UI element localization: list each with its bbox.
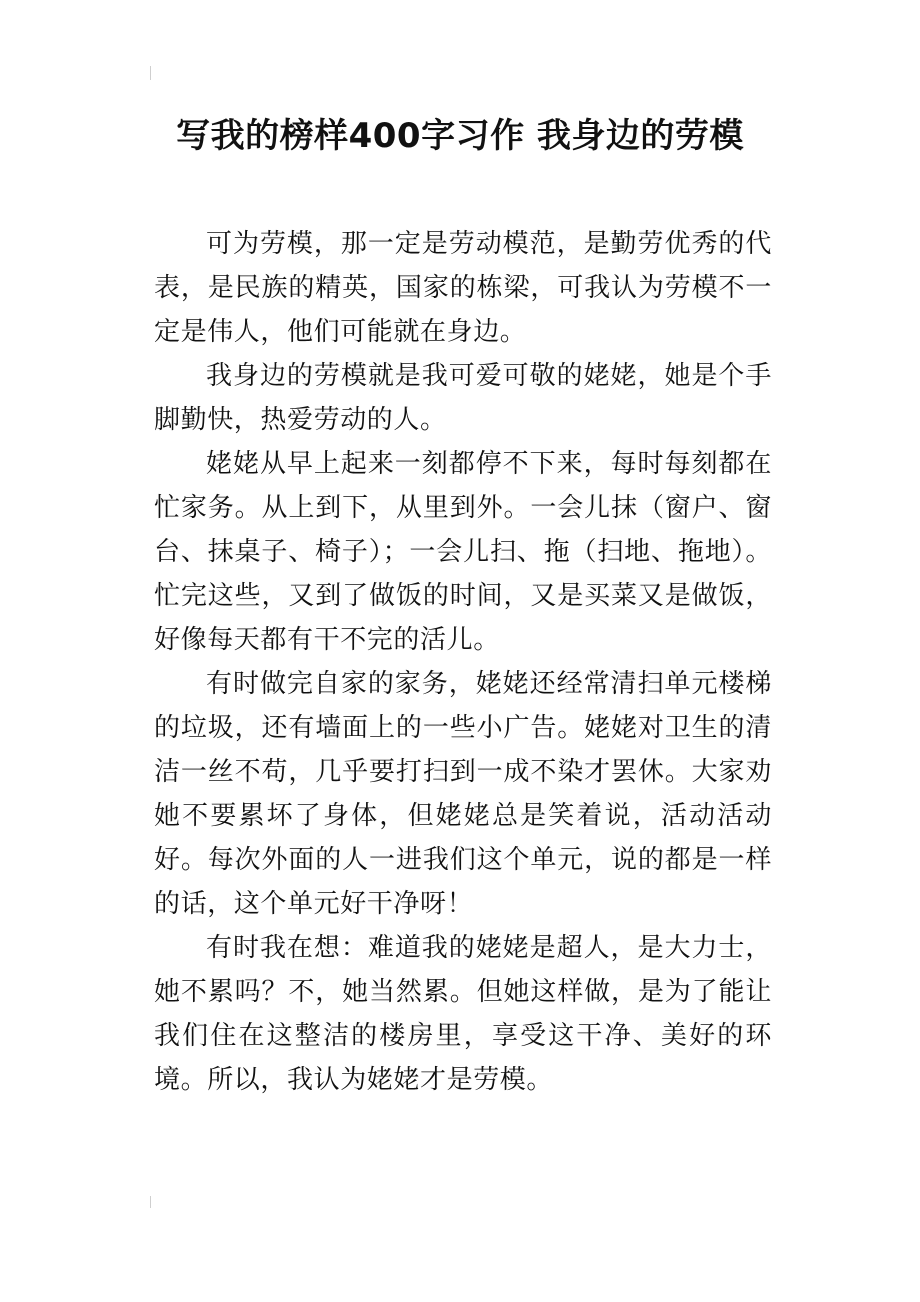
article-body — [154, 222, 772, 1102]
paragraph-5: 有时我在想：难道我的姥姥是超人，是大力士，她不累吗？不，她当然累。但她这样做，是为了能让我们住在这整洁的楼房里，享受这干净、美好的环境。所以，我认为姥姥才是劳模。 — [154, 933, 772, 1095]
page-title: 写我的榜样400字习作 我身边的劳模 — [176, 116, 744, 156]
paragraph-3: 姥姥从早上起来一刻都停不下来，每时每刻都在忙家务。从上到下，从里到外。一会儿抹（窗户、窗台、抹桌子、椅子）；一会儿扫、拖（扫地、拖地）。忙完这些，又到了做饭的时间，又是买菜又是做饭，好像每天都有干不完的活儿。 — [154, 449, 772, 655]
page-corner-mark-top — [150, 66, 159, 80]
paragraph-1: 可为劳模，那一定是劳动模范，是勤劳优秀的代表，是民族的精英，国家的栋梁，可我认为劳模不一定是伟人，他们可能就在身边。 — [154, 229, 772, 347]
paragraph-2: 我身边的劳模就是我可爱可敬的姥姥，她是个手脚勤快，热爱劳动的人。 — [154, 361, 772, 435]
page-corner-mark-bottom — [150, 1196, 159, 1208]
paragraph-4: 有时做完自家的家务，姥姥还经常清扫单元楼梯的垃圾，还有墙面上的一些小广告。姥姥对卫生的清洁一丝不苟，几乎要打扫到一成不染才罢休。大家劝她不要累坏了身体，但姥姥总是笑着说，活动活动好。每次外面的人一进我们这个单元，说的都是一样的话，这个单元好干净呀！ — [154, 669, 772, 919]
